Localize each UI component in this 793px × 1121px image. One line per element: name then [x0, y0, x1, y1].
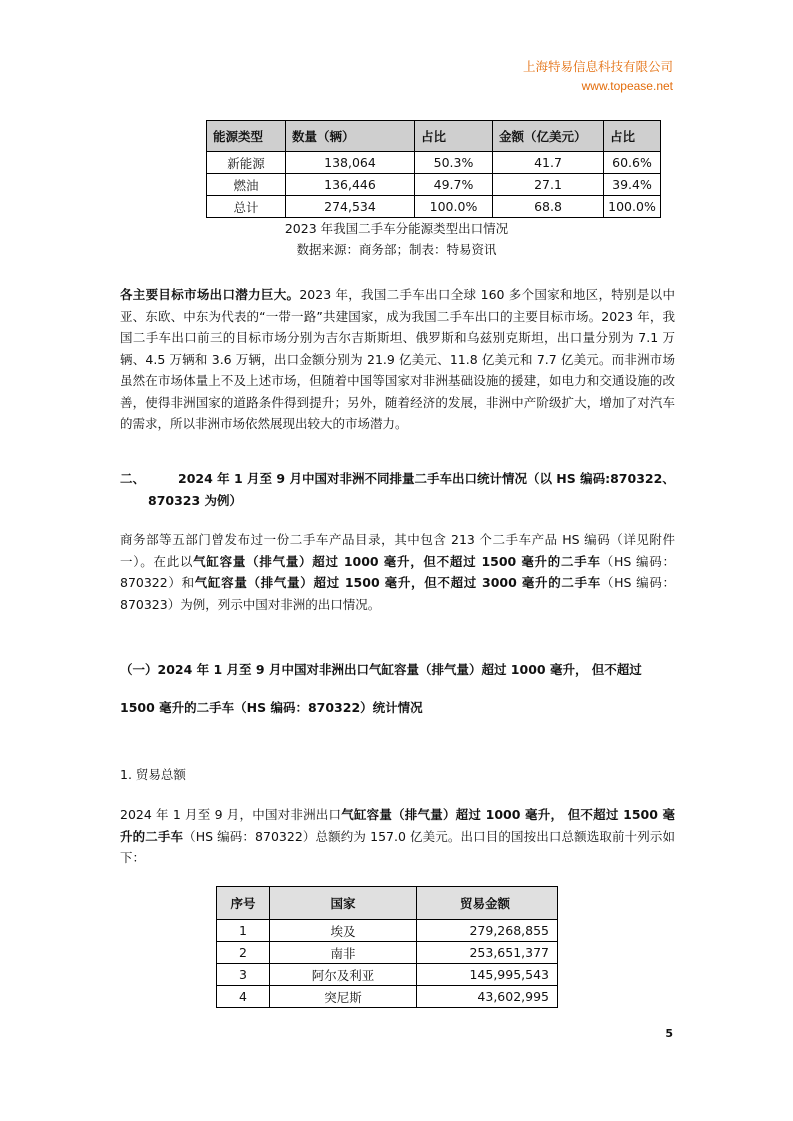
- table-cell: 50.3%: [415, 152, 493, 174]
- paragraph-hs-codes: [120, 529, 675, 615]
- table-header-cell: 能源类型: [207, 121, 286, 152]
- table-row: [217, 986, 558, 1008]
- table-header-cell: 国家: [270, 887, 417, 920]
- item-heading: 1. 贸易总额: [120, 767, 186, 782]
- table-cell: 41.7: [493, 152, 604, 174]
- company-url[interactable]: www.topease.net: [581, 79, 673, 93]
- paragraph-markets: [120, 284, 675, 435]
- table-row: [217, 942, 558, 964]
- table-header-cell: 占比: [604, 121, 661, 152]
- table-header-row: [207, 121, 661, 152]
- table-cell: 274,534: [286, 196, 415, 218]
- table-header-row: [217, 887, 558, 920]
- table-cell: 阿尔及利亚: [270, 964, 417, 986]
- subsection-heading-line1: （一）2024 年 1 月至 9 月中国对非洲出口气缸容量（排气量）超过 1000 毫升， 但不超过: [120, 662, 642, 677]
- energy-type-table: [206, 120, 661, 218]
- table-cell: 南非: [270, 942, 417, 964]
- paragraph-text: （HS 编码：870322）和: [120, 553, 675, 590]
- paragraph-bold: 气缸容量（排气量）超过 1500 毫升，但不超过 3000 毫升的二手车: [194, 575, 601, 590]
- table-cell: 43,602,995: [417, 986, 558, 1008]
- paragraph-text: 2023 年，我国二手车出口全球 160 多个国家和地区，特别是以中亚、东欧、中东为代表的“一带一路”共建国家，成为我国二手车出口的主要目标市场。2023 年，我国二手车出口前三的目标市场分别为吉尔吉斯斯坦、俄罗斯和乌兹别克斯坦，出口量分别为 7.1 万辆、4.5 万辆和 3.6 万辆，出口金额分别为 21.9 亿美元、11.8 亿美元和 7.7 亿美元。而非洲市场虽然在市场体量上不及上述市场，但随着中国等国家对非洲基础设施的援建，如电力和交通设施的改善，使得非洲国家的道路条件得到提升；另外，随着经济的发展，非洲中产阶级扩大，增加了对汽车的需求，所以非洲市场依然展现出较大的市场潜力。: [120, 287, 675, 431]
- company-name: 上海特易信息科技有限公司: [522, 60, 673, 74]
- table-cell: 27.1: [493, 174, 604, 196]
- section-number: 二、: [120, 471, 146, 486]
- table-header-cell: 数量（辆）: [286, 121, 415, 152]
- table-cell: 3: [217, 964, 270, 986]
- table-cell: 埃及: [270, 920, 417, 942]
- table-row: [207, 152, 661, 174]
- table-cell: 49.7%: [415, 174, 493, 196]
- subsection-heading-line2: 1500 毫升的二手车（HS 编码：870322）统计情况: [120, 700, 423, 715]
- table-cell: 2: [217, 942, 270, 964]
- trade-amount-table: [216, 886, 558, 1008]
- table-row: [217, 920, 558, 942]
- table-cell: 138,064: [286, 152, 415, 174]
- table-cell: 100.0%: [415, 196, 493, 218]
- table-cell: 100.0%: [604, 196, 661, 218]
- table-cell: 1: [217, 920, 270, 942]
- table-cell: 突尼斯: [270, 986, 417, 1008]
- paragraph-text: 2024 年 1 月至 9 月，中国对非洲出口: [120, 807, 342, 822]
- table-caption: 2023 年我国二手车分能源类型出口情况: [284, 221, 509, 236]
- table-cell: 253,651,377: [417, 942, 558, 964]
- table-cell: 4: [217, 986, 270, 1008]
- table-cell: 279,268,855: [417, 920, 558, 942]
- table-cell: 136,446: [286, 174, 415, 196]
- paragraph-text: 商务部等五部门曾发布过一份二手车产品目录，其中包含 213 个二手车产品 HS 编码（详见附件一）。在此以: [120, 532, 675, 569]
- section-heading: [120, 468, 680, 512]
- table-cell: 60.6%: [604, 152, 661, 174]
- page-header: [523, 58, 673, 96]
- table-source: 数据来源：商务部；制表：特易资讯: [296, 242, 497, 257]
- paragraph-trade-total: [120, 804, 675, 869]
- table-header-cell: 金额（亿美元）: [493, 121, 604, 152]
- section-title-continued: 870323 为例）: [148, 493, 243, 508]
- table-row: [207, 174, 661, 196]
- section-title: 2024 年 1 月至 9 月中国对非洲不同排量二手车出口统计情况（以 HS 编码:870322、: [178, 471, 675, 486]
- paragraph-lead: 各主要目标市场出口潜力巨大。: [120, 287, 300, 302]
- table-header-cell: 序号: [217, 887, 270, 920]
- table-row: [217, 964, 558, 986]
- table-cell: 燃油: [207, 174, 286, 196]
- page-number: 5: [665, 1027, 673, 1040]
- table-cell: 总计: [207, 196, 286, 218]
- paragraph-text: （HS 编码：870323）为例，列示中国对非洲的出口情况。: [120, 575, 676, 612]
- table-cell: 39.4%: [604, 174, 661, 196]
- table-row: [207, 196, 661, 218]
- table-cell: 68.8: [493, 196, 604, 218]
- paragraph-bold: 气缸容量（排气量）超过 1000 毫升，但不超过 1500 毫升的二手车: [193, 553, 601, 569]
- table-header-cell: 占比: [415, 121, 493, 152]
- paragraph-text: （HS 编码：870322）总额约为 157.0 亿美元。出口目的国按出口总额选取前十列示如下：: [120, 828, 675, 865]
- table-header-cell: 贸易金额: [417, 887, 558, 920]
- table-cell: 新能源: [207, 152, 286, 174]
- table-cell: 145,995,543: [417, 964, 558, 986]
- paragraph-bold: 气缸容量（排气量）超过 1000 毫升， 但不超过 1500 毫升的二手车: [120, 807, 675, 844]
